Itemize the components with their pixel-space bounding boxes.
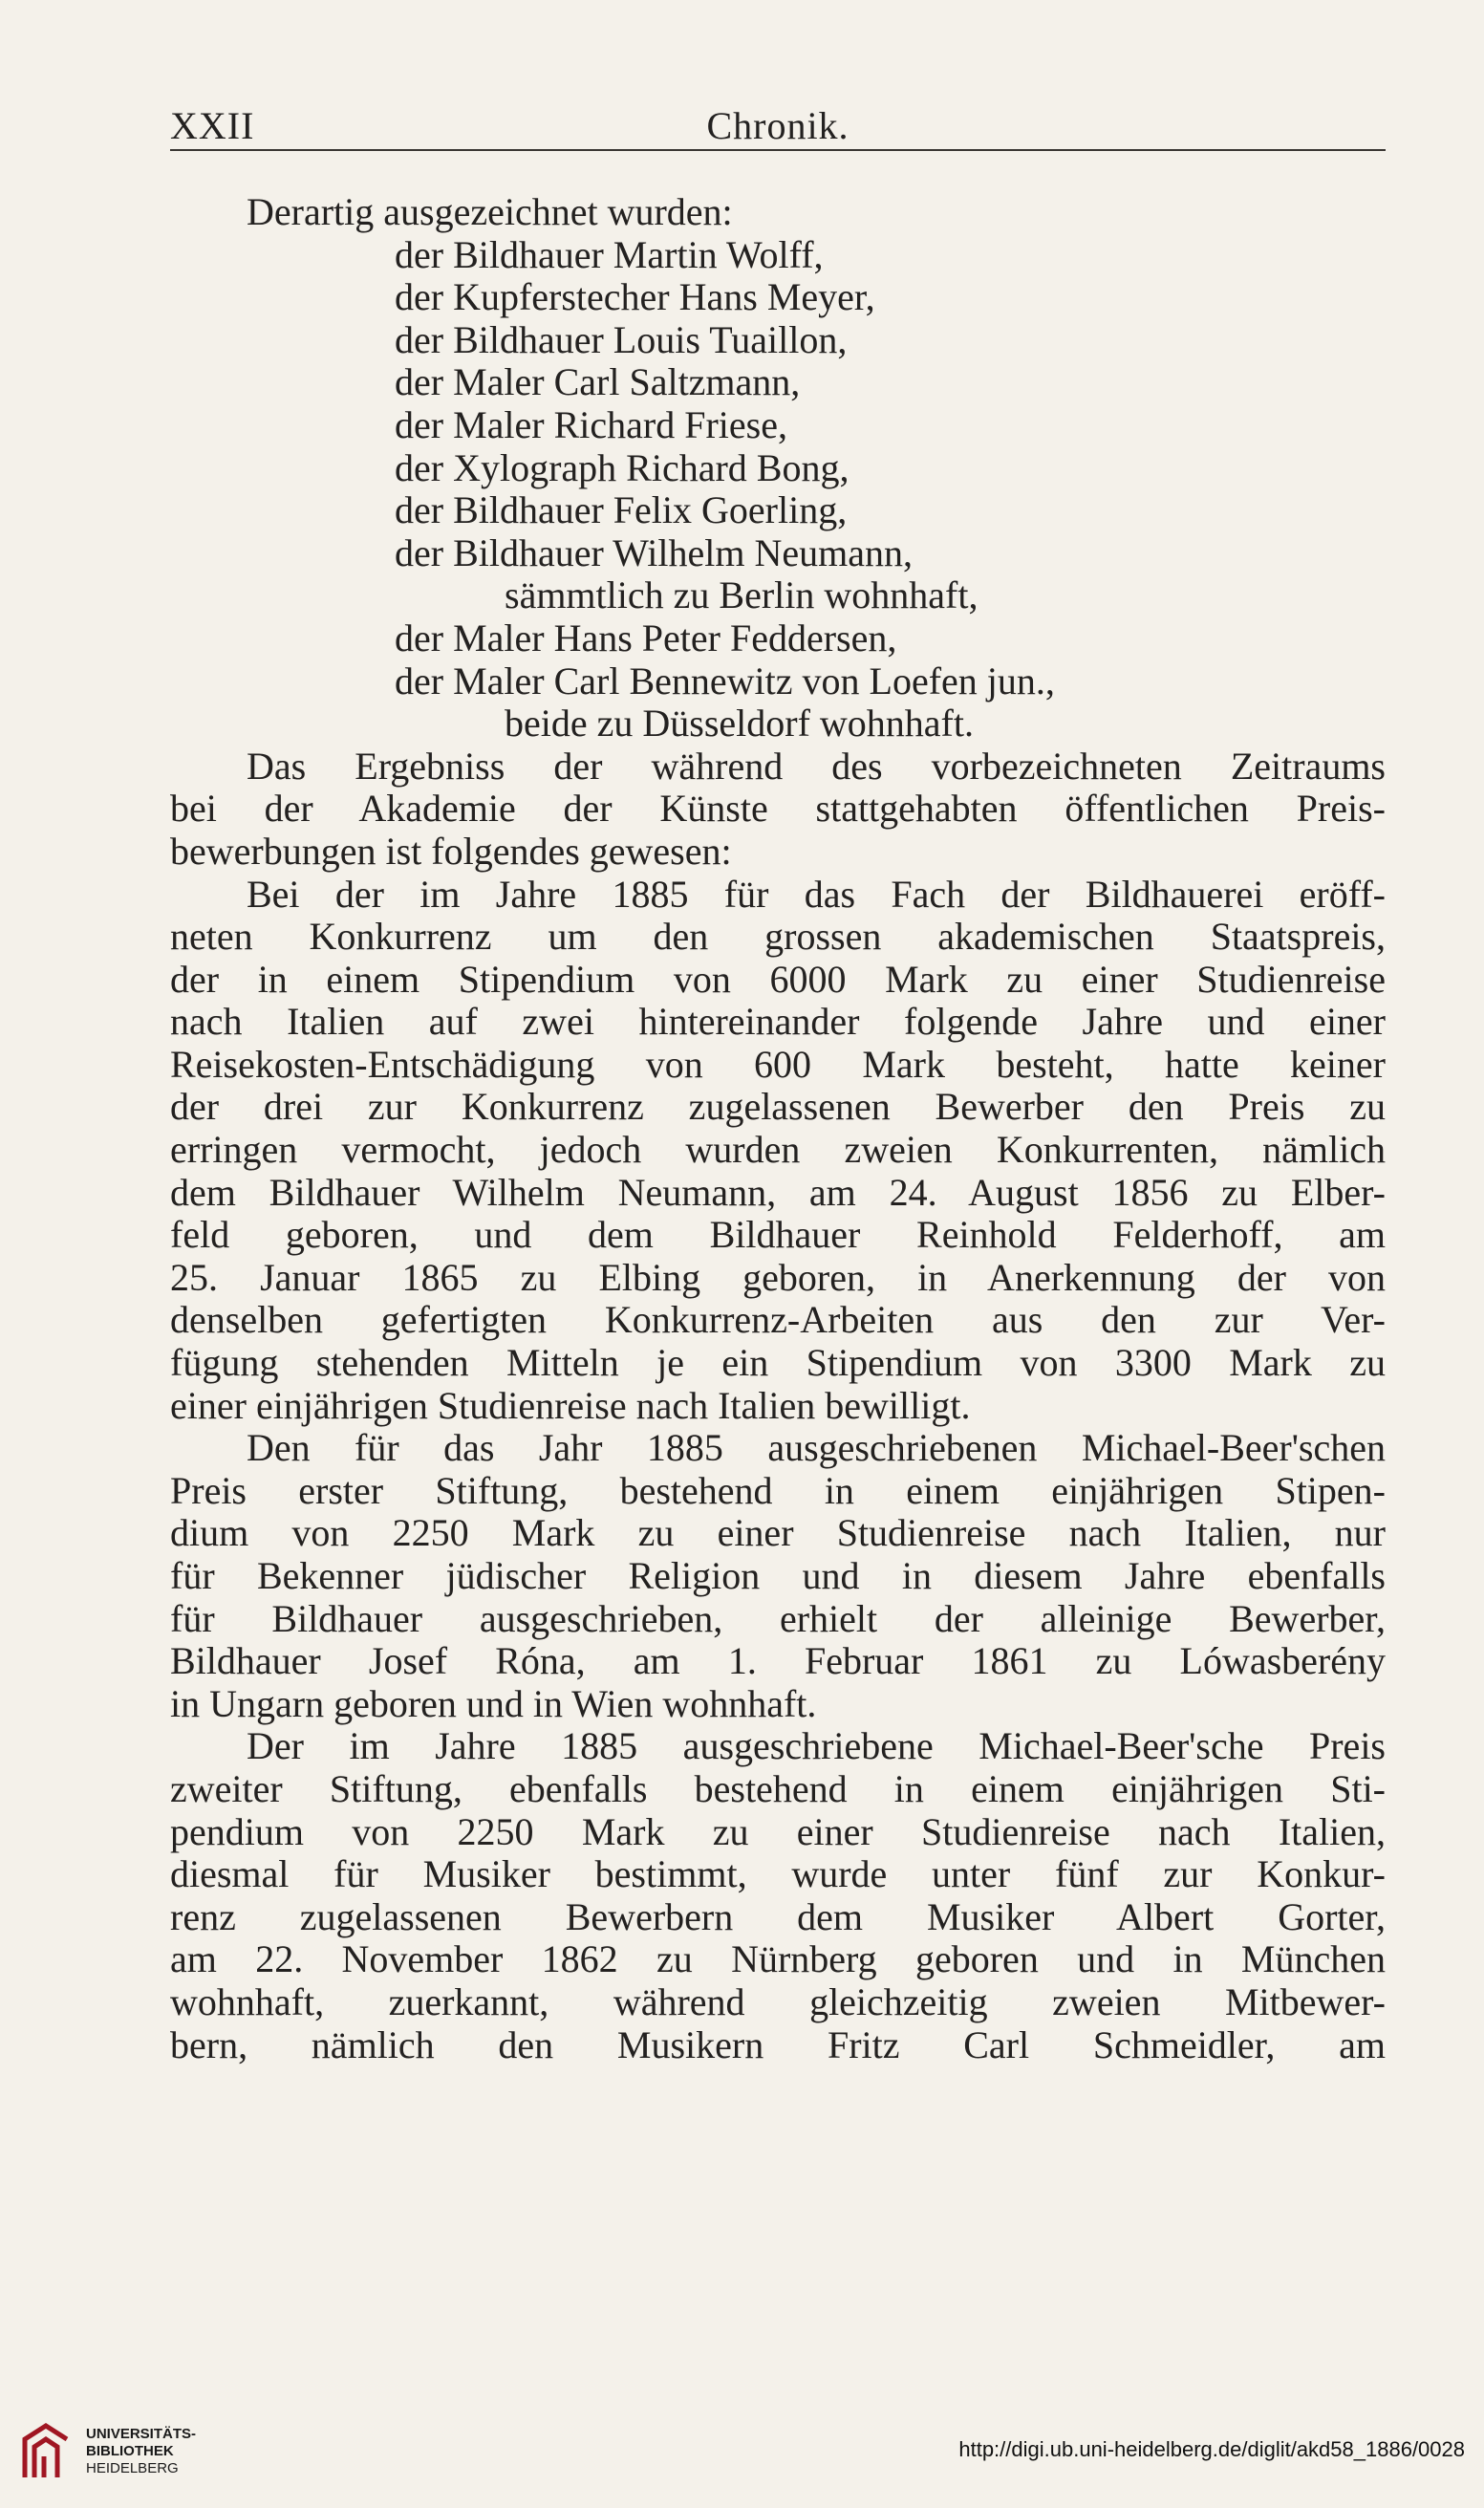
text-line: Das Ergebniss der während des vorbezeichneten Zeitraums xyxy=(247,745,1386,788)
text-line: bewerbungen ist folgendes gewesen: xyxy=(170,829,732,873)
text-line: Derartig ausgezeichnet wurden: xyxy=(247,190,733,233)
text-line: der in einem Stipendium von 6000 Mark zu einer Studienreise xyxy=(170,958,1386,1001)
text-line: der Maler Carl Bennewitz von Loefen jun., xyxy=(395,659,1055,703)
text-line: der Bildhauer Louis Tuaillon, xyxy=(395,317,848,361)
text-line: erringen vermocht, jedoch wurden zweien Konkurrenten, nämlich xyxy=(170,1129,1386,1172)
text-line: Reisekosten-Entschädigung von 600 Mark besteht, hatte keiner xyxy=(170,1043,1386,1086)
text-line: der Xylograph Richard Bong, xyxy=(395,445,850,489)
text-line: bern, nämlich den Musikern Fritz Carl Schmeidler, am xyxy=(170,2023,1386,2066)
text-line: Den für das Jahr 1885 ausgeschriebenen Michael-Beer'schen xyxy=(247,1427,1386,1470)
text-line: Preis erster Stiftung, bestehend in einem einjährigen Stipen- xyxy=(170,1469,1386,1512)
source-url[interactable]: http://digi.ub.uni-heidelberg.de/diglit/akd58_1886/0028 xyxy=(958,2437,1465,2461)
text-line: sämmtlich zu Berlin wohnhaft, xyxy=(505,573,979,617)
library-logo[interactable] xyxy=(17,2409,208,2495)
text-line: wohnhaft, zuerkannt, während gleichzeitig zweien Mitbewer- xyxy=(170,1980,1386,2023)
text-line: zweiter Stiftung, ebenfalls bestehend in einem einjährigen Sti- xyxy=(170,1767,1386,1810)
text-line: fügung stehenden Mitteln je ein Stipendium von 3300 Mark zu xyxy=(170,1342,1386,1385)
text-line: feld geboren, und dem Bildhauer Reinhold Felderhoff, am xyxy=(170,1214,1386,1257)
text-line: der Bildhauer Felix Goerling, xyxy=(395,488,848,532)
library-logo-icon xyxy=(17,2418,75,2485)
page-header xyxy=(170,96,1386,151)
text-line: der Bildhauer Wilhelm Neumann, xyxy=(395,530,913,574)
logo-line-2: BIBLIOTHEK xyxy=(86,2443,174,2459)
text-line: der Maler Carl Saltzmann, xyxy=(395,360,801,404)
text-line: Bildhauer Josef Róna, am 1. Februar 1861 zu Lówasberény xyxy=(170,1640,1386,1683)
text-line: nach Italien auf zwei hintereinander folgende Jahre und einer xyxy=(170,1001,1386,1044)
body-text xyxy=(170,191,1386,2066)
text-line: in Ungarn geboren und in Wien wohnhaft. xyxy=(170,1681,817,1725)
library-logo-text xyxy=(86,2426,196,2477)
text-line: bei der Akademie der Künste stattgehabten öffentlichen Preis- xyxy=(170,788,1386,831)
text-line: diesmal für Musiker bestimmt, wurde unter fünf zur Konkur- xyxy=(170,1853,1386,1896)
text-line: 25. Januar 1865 zu Elbing geboren, in Anerkennung der von xyxy=(170,1256,1386,1299)
text-line: der Kupferstecher Hans Meyer, xyxy=(395,275,875,319)
page-number: XXII xyxy=(170,104,255,147)
text-line: Der im Jahre 1885 ausgeschriebene Michael-Beer'sche Preis xyxy=(247,1725,1386,1768)
text-line: neten Konkurrenz um den grossen akademischen Staatspreis, xyxy=(170,916,1386,959)
text-line: dem Bildhauer Wilhelm Neumann, am 24. August 1856 zu Elber- xyxy=(170,1171,1386,1214)
text-line: pendium von 2250 Mark zu einer Studienreise nach Italien, xyxy=(170,1810,1386,1853)
text-line: beide zu Düsseldorf wohnhaft. xyxy=(505,702,974,746)
text-line: denselben gefertigten Konkurrenz-Arbeiten aus den zur Ver- xyxy=(170,1299,1386,1342)
text-line: der drei zur Konkurrenz zugelassenen Bewerber den Preis zu xyxy=(170,1086,1386,1129)
logo-line-1: UNIVERSITÄTS- xyxy=(86,2426,197,2442)
text-line: dium von 2250 Mark zu einer Studienreise nach Italien, nur xyxy=(170,1512,1386,1555)
text-line: der Maler Hans Peter Feddersen, xyxy=(395,616,897,659)
text-line: für Bekenner jüdischer Religion und in diesem Jahre ebenfalls xyxy=(170,1555,1386,1597)
running-title: Chronik. xyxy=(706,104,850,147)
text-line: für Bildhauer ausgeschrieben, erhielt der alleinige Bewerber, xyxy=(170,1597,1386,1640)
text-line: der Bildhauer Martin Wolff, xyxy=(395,232,824,276)
logo-line-3: HEIDELBERG xyxy=(86,2460,179,2476)
text-line: einer einjährigen Studienreise nach Italien bewilligt. xyxy=(170,1383,971,1427)
text-line: der Maler Richard Friese, xyxy=(395,402,787,446)
text-line: renz zugelassenen Bewerbern dem Musiker Albert Gorter, xyxy=(170,1895,1386,1938)
text-line: am 22. November 1862 zu Nürnberg geboren und in München xyxy=(170,1938,1386,1981)
text-line: Bei der im Jahre 1885 für das Fach der Bildhauerei eröff- xyxy=(247,873,1386,916)
